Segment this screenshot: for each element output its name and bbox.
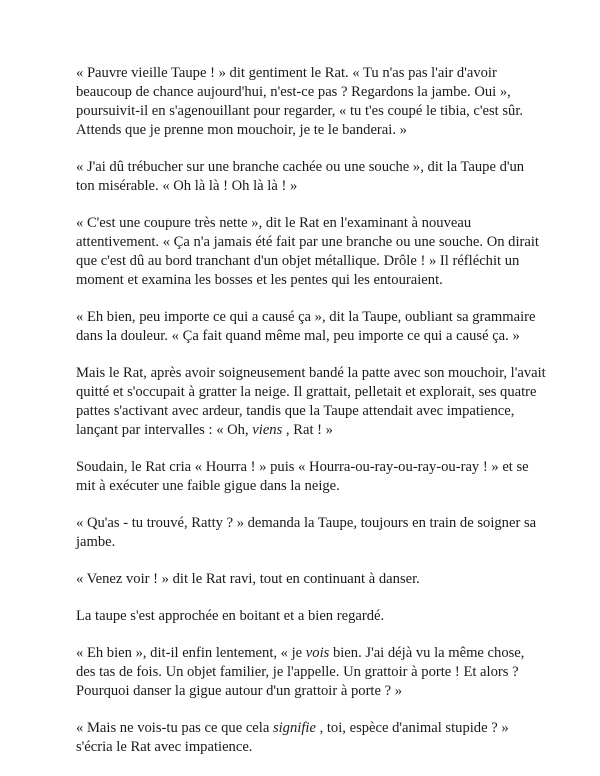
text-run: « J'ai dû trébucher sur une branche cachée ou une souche », dit la Taupe d'un ton misérable. « Oh là là ! Oh là là ! » xyxy=(76,159,525,194)
story-text xyxy=(76,64,546,775)
paragraph xyxy=(76,719,546,757)
text-run: « C'est une coupure très nette », dit le Rat en l'examinant à nouveau attentivement. « Ça n'a jamais été fait par une branche ou une souche. On dirait que c'est dû au bord tranchant d'un objet métallique. Drôle ! » Il réfléchit un moment et examina les bosses et les pentes qui les entouraient. xyxy=(76,215,539,288)
paragraph xyxy=(76,158,546,196)
paragraph xyxy=(76,64,546,140)
text-run: « Eh bien, peu importe ce qui a causé ça », dit la Taupe, oubliant sa grammaire dans la douleur. « Ça fait quand même mal, peu importe ce qui a causé ça. » xyxy=(76,309,536,344)
text-run: , toi, espèce d'animal stupide ? » s'écria le Rat avec impatience. xyxy=(76,720,509,755)
text-run: , Rat ! » xyxy=(282,422,333,438)
text-run: bien. J'ai déjà vu la même chose, des tas de fois. Un objet familier, je l'appelle. Un grattoir à porte ! Et alors ? Pourquoi danser la gigue autour d'un grattoir à porte ? » xyxy=(76,645,525,699)
paragraph xyxy=(76,607,546,626)
text-run: Mais le Rat, après avoir soigneusement bandé la patte avec son mouchoir, l'avait quitté et s'occupait à gratter la neige. Il grattait, pelletait et explorait, ses quatre pattes s'activant avec ardeur, tandis que la Taupe attendait avec impatience, lançant par intervalles : « Oh, xyxy=(76,365,546,438)
paragraph xyxy=(76,644,546,701)
paragraph xyxy=(76,364,546,440)
italic-text: signifie xyxy=(272,720,316,736)
paragraph xyxy=(76,570,546,589)
paragraph xyxy=(76,514,546,552)
paragraph xyxy=(76,214,546,290)
text-run: La taupe s'est approchée en boitant et a bien regardé. xyxy=(76,608,385,624)
italic-text: viens xyxy=(252,422,283,438)
paragraph xyxy=(76,458,546,496)
text-run: « Mais ne vois-tu pas ce que cela xyxy=(76,720,273,736)
text-run: « Venez voir ! » dit le Rat ravi, tout en continuant à danser. xyxy=(76,571,420,587)
text-run: « Eh bien », dit-il enfin lentement, « je xyxy=(76,645,306,661)
text-run: « Qu'as - tu trouvé, Ratty ? » demanda la Taupe, toujours en train de soigner sa jambe. xyxy=(76,515,537,550)
text-run: « Pauvre vieille Taupe ! » dit gentiment le Rat. « Tu n'as pas l'air d'avoir beaucoup de chance aujourd'hui, n'est-ce pas ? Regardons la jambe. Oui », poursuivit-il en s'agenouillant pour regarder, « tu t'es coupé le tibia, c'est sûr. Attends que je prenne mon mouchoir, je te le banderai. » xyxy=(76,65,524,138)
text-run: Soudain, le Rat cria « Hourra ! » puis « Hourra-ou-ray-ou-ray-ou-ray ! » et se mit à exécuter une faible gigue dans la neige. xyxy=(76,459,529,494)
paragraph xyxy=(76,308,546,346)
italic-text: vois xyxy=(305,645,330,661)
